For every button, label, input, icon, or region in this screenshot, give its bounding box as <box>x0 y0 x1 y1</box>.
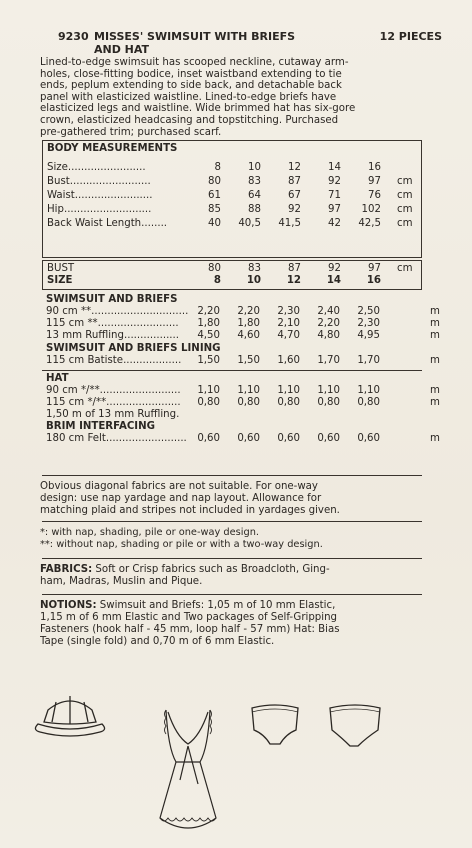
table-row <box>43 204 421 218</box>
table-row <box>43 218 421 232</box>
piece-count: 12 PIECES <box>379 30 442 43</box>
bust-size-rows <box>43 263 421 287</box>
description-line: Lined-to-edge swimsuit has scooped neckline, cutaway arm- <box>40 57 349 68</box>
description <box>40 57 432 138</box>
divider <box>42 521 422 522</box>
row-value: 42,5 <box>358 218 381 229</box>
row-value: 85 <box>208 204 221 215</box>
yardage-note: 1,50 m of 13 mm Ruffling. <box>46 409 180 420</box>
description-line: elasticized legs and waistline. Wide brimmed hat has six-gore <box>40 103 356 115</box>
row-value: 2,30 <box>357 318 380 329</box>
row-value: 1,70 <box>357 355 380 366</box>
fabrics-text: Soft or Crisp fabrics such as Broadcloth, Ging- <box>92 564 330 575</box>
row-value: 14 <box>328 162 341 173</box>
row-label: Size........................ <box>47 162 146 173</box>
row-label: 115 cm Batiste.................. <box>46 355 182 366</box>
notions-label: NOTIONS: <box>40 600 97 611</box>
row-value: 83 <box>248 263 261 274</box>
row-value: 0,60 <box>237 433 260 444</box>
row-value: 87 <box>288 263 301 274</box>
row-value: 67 <box>288 190 301 201</box>
row-value: 1,10 <box>357 385 380 396</box>
row-value: 87 <box>288 176 301 187</box>
row-value: 40 <box>208 218 221 229</box>
row-value: 64 <box>248 190 261 201</box>
row-value: 76 <box>368 190 381 201</box>
table-row <box>43 190 421 204</box>
description-line: panel with elasticized waistline. Lined-to-edge briefs have <box>40 91 337 103</box>
row-value: 92 <box>288 204 301 215</box>
table-row <box>43 275 421 287</box>
row-unit: m <box>430 355 440 366</box>
row-value: 10 <box>246 275 261 286</box>
footnotes <box>40 527 430 551</box>
row-label: 90 cm **.............................. <box>46 306 189 317</box>
row-value: 80 <box>208 176 221 187</box>
row-unit: cm <box>397 218 413 229</box>
notes-line: Obvious diagonal fabrics are not suitable. For one-way <box>40 481 318 492</box>
notions-text: Tape (single fold) and 0,70 m of 6 mm Elastic. <box>40 636 275 647</box>
row-value: 4,60 <box>237 330 260 341</box>
table-row <box>42 306 442 318</box>
row-value: 8 <box>214 162 221 173</box>
table-row <box>42 330 442 342</box>
row-value: 0,80 <box>197 397 220 408</box>
notions-text: 1,15 m of 6 mm Elastic and Two packages of Self-Gripping <box>40 612 338 623</box>
table-row <box>42 318 442 330</box>
row-value: 83 <box>248 176 261 187</box>
row-unit: m <box>430 385 440 396</box>
divider <box>42 475 422 476</box>
row-value: 42 <box>328 218 341 229</box>
row-value: 1,10 <box>237 385 260 396</box>
row-unit: cm <box>397 263 413 274</box>
row-value: 1,80 <box>237 318 260 329</box>
table-row <box>42 355 442 367</box>
table-row <box>43 162 421 176</box>
row-label: SIZE <box>47 275 73 286</box>
yardage-section-title: BRIM INTERFACING <box>46 421 155 432</box>
footnote-line: *: with nap, shading, pile or one-way design. <box>40 527 260 538</box>
row-value: 0,60 <box>317 433 340 444</box>
row-unit: m <box>430 397 440 408</box>
row-value: 12 <box>286 275 301 286</box>
description-line: ends, peplum extending to side back, and detachable back <box>40 80 342 92</box>
notes <box>40 481 430 517</box>
row-value: 0,80 <box>277 397 300 408</box>
briefs-front-icon <box>252 705 298 744</box>
row-value: 92 <box>328 263 341 274</box>
footnote-line: **: without nap, shading or pile or with a two-way design. <box>40 539 323 550</box>
row-value: 0,80 <box>237 397 260 408</box>
title-line-1: MISSES' SWIMSUIT WITH BRIEFS <box>94 30 296 43</box>
row-label: Waist........................ <box>47 190 153 201</box>
row-value: 2,30 <box>277 306 300 317</box>
yardage-section-title: SWIMSUIT AND BRIEFS LINING <box>46 343 221 354</box>
row-value: 1,60 <box>277 355 300 366</box>
body-measurements-rows <box>43 162 421 232</box>
yardage-section-title: HAT <box>46 373 69 384</box>
row-label: 13 mm Ruffling................. <box>46 330 180 341</box>
row-value: 8 <box>213 275 221 286</box>
row-unit: cm <box>397 204 413 215</box>
row-value: 2,40 <box>317 306 340 317</box>
row-value: 61 <box>208 190 221 201</box>
notions <box>40 600 430 648</box>
row-value: 16 <box>366 275 381 286</box>
pattern-number: 9230 <box>58 30 89 43</box>
row-value: 0,60 <box>357 433 380 444</box>
swimsuit-back-icon <box>160 710 216 828</box>
row-value: 102 <box>361 204 381 215</box>
row-value: 1,10 <box>317 385 340 396</box>
row-value: 4,95 <box>357 330 380 341</box>
fabrics-text: ham, Madras, Muslin and Pique. <box>40 576 203 587</box>
row-unit: cm <box>397 176 413 187</box>
row-value: 1,80 <box>197 318 220 329</box>
notes-line: matching plaid and stripes not included in yardages given. <box>40 505 340 516</box>
row-value: 0,80 <box>317 397 340 408</box>
row-value: 16 <box>368 162 381 173</box>
row-value: 4,80 <box>317 330 340 341</box>
row-value: 41,5 <box>278 218 301 229</box>
row-value: 88 <box>248 204 261 215</box>
fabrics <box>40 564 430 588</box>
row-value: 97 <box>328 204 341 215</box>
yardage-section-title: SWIMSUIT AND BRIEFS <box>46 294 178 305</box>
table-row <box>42 433 442 445</box>
row-value: 2,20 <box>237 306 260 317</box>
row-value: 2,20 <box>317 318 340 329</box>
table-row <box>42 397 442 409</box>
row-value: 14 <box>326 275 341 286</box>
hat-icon <box>35 696 104 736</box>
table-row <box>42 385 442 397</box>
body-measurements-title: BODY MEASUREMENTS <box>47 143 178 154</box>
row-unit: m <box>430 330 440 341</box>
row-unit: m <box>430 318 440 329</box>
yardage-section <box>42 294 442 445</box>
row-value: 1,10 <box>197 385 220 396</box>
description-line: crown, elasticized headcasing and topstitching. Purchased <box>40 114 339 126</box>
row-value: 4,70 <box>277 330 300 341</box>
table-row <box>43 263 421 275</box>
row-value: 1,70 <box>317 355 340 366</box>
row-label: Bust......................... <box>47 176 151 187</box>
notes-line: design: use nap yardage and nap layout. Allowance for <box>40 493 322 504</box>
body-measurements-box <box>42 140 422 258</box>
row-value: 1,10 <box>277 385 300 396</box>
row-value: 12 <box>288 162 301 173</box>
divider <box>42 370 422 371</box>
description-line: holes, close-fitting bodice, inset waistband extending to tie <box>40 68 342 80</box>
row-value: 0,60 <box>277 433 300 444</box>
row-value: 97 <box>368 176 381 187</box>
table-row <box>43 176 421 190</box>
briefs-back-icon <box>330 705 380 746</box>
title-line-2: AND HAT <box>94 43 150 56</box>
description-line: pre-gathered trim; purchased scarf. <box>40 126 222 138</box>
divider <box>42 558 422 559</box>
row-value: 4,50 <box>197 330 220 341</box>
row-value: 40,5 <box>238 218 261 229</box>
row-value: 80 <box>208 263 221 274</box>
row-label: 90 cm */**......................... <box>46 385 181 396</box>
row-label: Back Waist Length........ <box>47 218 168 229</box>
illustrations <box>0 688 472 848</box>
row-label: 180 cm Felt......................... <box>46 433 187 444</box>
row-label: Hip........................... <box>47 204 152 215</box>
divider <box>42 594 422 595</box>
fabrics-label: FABRICS: <box>40 564 93 575</box>
row-value: 71 <box>328 190 341 201</box>
notions-text: Fasteners (hook half - 45 mm, loop half - 57 mm) Hat: Bias <box>40 624 340 635</box>
row-unit: m <box>430 306 440 317</box>
row-label: 115 cm **......................... <box>46 318 179 329</box>
row-value: 92 <box>328 176 341 187</box>
row-label: BUST <box>47 263 75 274</box>
row-value: 1,50 <box>197 355 220 366</box>
row-unit: cm <box>397 190 413 201</box>
row-unit: m <box>430 433 440 444</box>
row-value: 2,10 <box>277 318 300 329</box>
pattern-title <box>94 30 354 56</box>
row-value: 10 <box>248 162 261 173</box>
row-value: 97 <box>368 263 381 274</box>
notions-text: Swimsuit and Briefs: 1,05 m of 10 mm Elastic, <box>96 600 336 611</box>
row-value: 0,80 <box>357 397 380 408</box>
row-value: 1,50 <box>237 355 260 366</box>
row-value: 2,50 <box>357 306 380 317</box>
row-value: 0,60 <box>197 433 220 444</box>
row-value: 2,20 <box>197 306 220 317</box>
row-label: 115 cm */**....................... <box>46 397 181 408</box>
bust-size-box <box>42 260 422 290</box>
